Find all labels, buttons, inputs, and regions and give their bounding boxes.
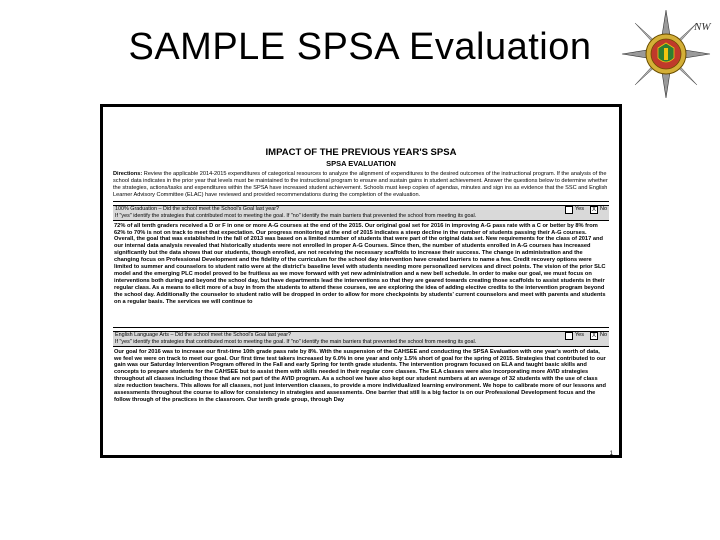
document-subtitle: SPSA EVALUATION bbox=[326, 159, 396, 168]
graduation-question: 100% Graduation – Did the school meet the School's Goal last year? bbox=[115, 205, 280, 212]
graduation-yes-no bbox=[559, 206, 607, 214]
spsa-evaluation-document bbox=[100, 104, 622, 458]
ela-yes-no bbox=[559, 332, 607, 340]
graduation-section-header bbox=[113, 205, 609, 221]
directions-block bbox=[113, 171, 609, 202]
yes-label: Yes bbox=[574, 206, 584, 213]
ela-response: Our goal for 2016 was to increase our first-time 10th grade pass rate by 8%. With the suspension of the CAHSEE and conducting the SPSA Evaluation with one year's worth of data, we feel we were on track to meet our goal. Our first time test takers increased by 6.0% in one year and only 1.5% short of goal for the spring of 2015. Strategies that contributed to our gain was our Saturday Intervention Program offered in the Fall and early Spring for tenth grade students. The intervention program focused on ELA and taught basic skills and concepts to prepare students for the CAHSEE but to assist them with skills needed in their regular core classes. The ELA classes were also incorporating more AVID strategies throughout all classes including those that are not part of the AVID program. As a school we have also kept our student numbers at an average of 32 students with the use of class size reduction teachers. This allows for all classes, not just intervention classes, to provide a more individualized learning environment. We hope to calibrate more of our lessons and assessments throughout the course to allow for consistency in strategies and assessments. One barrier that still is a big factor is on our Professional Development focus and the follow through of the practices in the classroom. Our tenth grade group, through Day bbox=[114, 348, 606, 403]
no-checkbox[interactable]: X bbox=[591, 206, 596, 213]
school-seal-logo bbox=[620, 8, 712, 100]
ela-question: English Language Arts – Did the school meet the School's Goal last year? bbox=[115, 331, 292, 338]
ela-section-header bbox=[113, 331, 609, 347]
yes-label: Yes bbox=[574, 332, 584, 339]
document-title: IMPACT OF THE PREVIOUS YEAR'S SPSA bbox=[265, 147, 457, 158]
graduation-response: 72% of all tenth graders received a D or F in one or more A-G courses at the end of the 2015. Our original goal set for 2016 in improving A-G pass rate with a C or better by 8% from 62% to 70% is not on track to meet that expectation. Our progress monitoring at the end of 2015 indicates a steep decline in the number of students passing their A-G courses. Overall, the goal that was established in the fall of 2013 was based on a limited number of students that were part of the original data set. New requirements for the class of 2017 and our internal data analysis revealed that historically students were not enrolled in proper A-G Courses. Since then, the number of students enrolled in A-G courses has increased significantly but the data shows that our students, though enrolled, are not receiving the necessary scaffolds to increase their success. The change in administration and the changing focus on Professional Development and the fidelity of the curriculum for the school day intervention have created barriers to name a few. Credit recovery options were limited to summer and counselors to student ratio were at the district's baseline level with students needing more personalized services and direct points. The vision of the prior SLC model and the emerging PLC model proved to be fruitless as we move forward with yet new administration and a new bell schedule. In order to make our goal, we must focus on interventions both during and beyond the school day, but have departments lead the interventions so that they are geared towards creating those scaffolds to assist students in their regular class. As a means to elicit more of a buy in from the students to attend these courses, we are exploring the idea of adding elective credits to the intervention program beyond the school day. Additionally the counselor to student ratio will be dropped in order to allow for more checkpoints by students' current counselors and meet with parents and students on a regular basis. The services we will continue to bbox=[113, 221, 609, 328]
no-checkbox[interactable]: X bbox=[591, 332, 596, 339]
directions-text: Review the applicable 2014-2015 expenditures of categorical resources to analyze the alignment of expenditures to the desired outcomes of the instructional program. If the analysis of the school data indicates in the prior year that levels must be maintained to the instructional program to ensure and sustain gains in student achievement. Answer the questions below to determine whether the strategies, actions/tasks and expenditures within the SPSA have increased student achievement. Schools must keep copies of agendas, minutes and sign ins as evidence that the SSC and English Learner Advisory Committee (ELAC) have reviewed and provided recommendations during the completion of the evaluation. bbox=[113, 171, 608, 198]
yes-checkbox[interactable] bbox=[565, 332, 573, 340]
page-number: 1 bbox=[609, 451, 613, 457]
yes-checkbox[interactable] bbox=[565, 206, 573, 214]
graduation-hint: If "yes" identify the strategies that contributed most to meeting the goal. If "no" identify the main barriers that prevented the school from meeting its goal. bbox=[115, 212, 477, 219]
logo-monogram: NW bbox=[694, 21, 711, 33]
no-label: No bbox=[599, 206, 607, 213]
ela-hint: If "yes" identify the strategies that contributed most to meeting the goal. If "no" identify the main barriers that prevented the school from meeting its goal. bbox=[115, 338, 477, 345]
slide-title: SAMPLE SPSA Evaluation bbox=[128, 26, 592, 68]
directions-label: Directions: bbox=[113, 171, 143, 177]
no-label: No bbox=[599, 332, 607, 339]
